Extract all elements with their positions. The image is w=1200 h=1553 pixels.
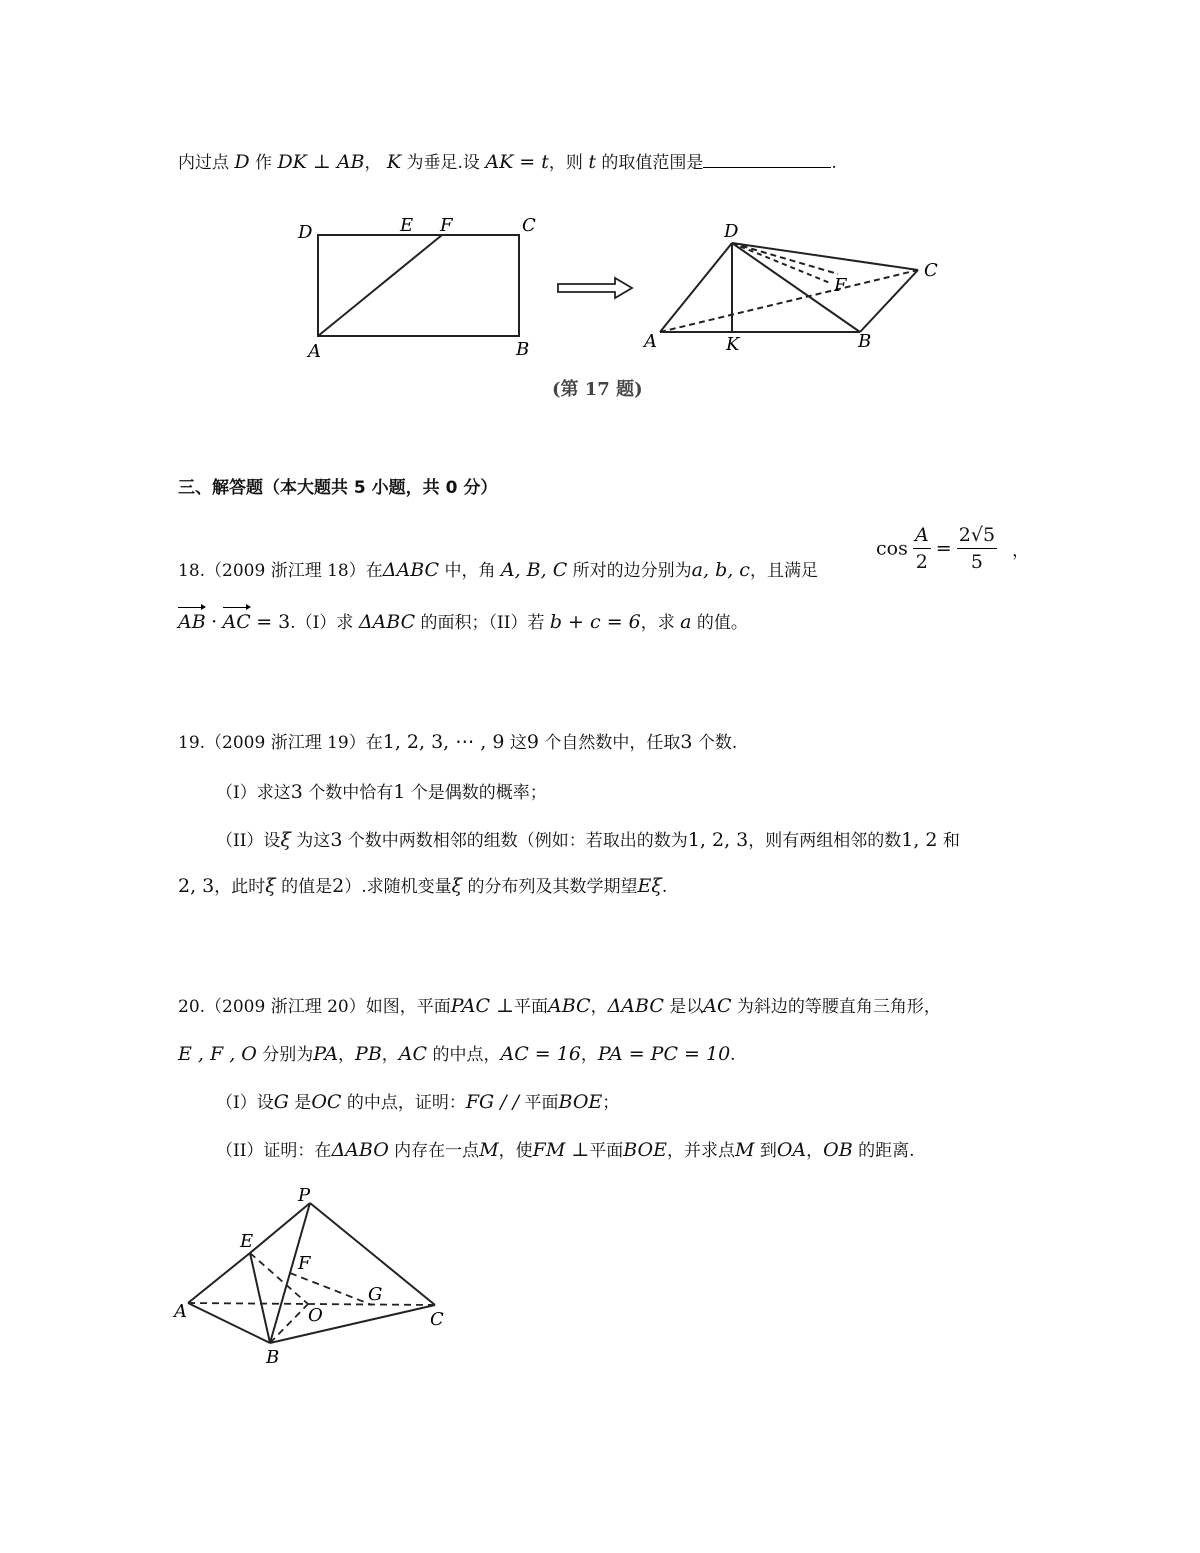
math-seq: 1, 2, 3, ⋯ , 9 [382, 731, 505, 753]
transform-arrow-icon [558, 278, 632, 298]
q18-line-1 [178, 558, 818, 583]
fig20-label-A: A [174, 1301, 187, 1322]
vector-ab: AB [178, 611, 206, 633]
math-ac: AC [703, 995, 732, 1017]
q18-text: 的面积；（II）若 [415, 613, 545, 633]
math-sides: a, b, c [691, 559, 750, 581]
q20-line-2 [178, 1042, 736, 1067]
q18-text: ， [1012, 541, 1030, 561]
q19-text: 个自然数中，任取 [538, 733, 681, 753]
math-9: 9 [526, 731, 539, 753]
q19-text: . [661, 877, 668, 897]
q20-text: 的中点，证明： [341, 1093, 466, 1113]
q17-text: 的取值范围是 [601, 153, 704, 173]
q17-text: 为垂足.设 [406, 153, 480, 173]
fraction-2sqrt5-over-5 [957, 522, 997, 575]
fig20-label-C: C [430, 1309, 444, 1330]
math-equals: = [935, 537, 952, 560]
fig17-label-F: F [440, 215, 453, 236]
fig17r-label-K: K [726, 334, 740, 355]
q19-line-2 [216, 780, 547, 805]
q20-text: 是以 [663, 997, 704, 1017]
q20-line-4 [216, 1138, 915, 1163]
fig17r-label-F: F [834, 275, 847, 296]
math-expectation: Eξ [637, 875, 662, 897]
q20-text: ，并求点 [666, 1141, 735, 1161]
math-oa: OA [776, 1139, 807, 1161]
q19-text: ，则有两组相邻的数 [748, 831, 902, 851]
fig20-label-B: B [266, 1347, 280, 1368]
q19-text: ）.求随机变量 [344, 877, 452, 897]
fig20-label-E: E [240, 1231, 254, 1252]
q20-text: ， [381, 1045, 399, 1065]
fig17r-label-D: D [724, 221, 739, 242]
figure-20 [170, 1185, 470, 1375]
q18-text: 中，角 [439, 561, 496, 581]
math-triangle-abc: ΔABC [382, 559, 440, 581]
answer-blank[interactable] [703, 151, 831, 168]
q20-text: 到 [754, 1141, 777, 1161]
fig17-label-B: B [516, 339, 530, 360]
fig17-line-af [318, 235, 442, 336]
fig20-label-F: F [298, 1253, 311, 1274]
q18-text: ，且满足 [749, 561, 818, 581]
math-eq-3: = 3 [256, 611, 291, 633]
math-b-plus-c: b + c = 6 [549, 611, 641, 633]
math-dk-perp-ab: DK ⊥ AB [277, 151, 365, 173]
q19-line-3 [216, 828, 960, 853]
q19-text: 19.（2009 浙江理 19）在 [178, 733, 383, 753]
math-pb: PB [355, 1043, 382, 1065]
q20-text: （I）设 [216, 1093, 274, 1113]
q18-line-2 [178, 610, 748, 635]
math-123: 1, 2, 3 [687, 829, 749, 851]
math-triangle-abo: ΔABO [331, 1139, 389, 1161]
q20-text: ； [602, 1093, 620, 1113]
frac-den: 2 [915, 551, 928, 573]
fraction-a-over-2 [913, 522, 931, 575]
math-g: G [273, 1091, 289, 1113]
frac-num: A [913, 522, 931, 549]
q20-text: ， [338, 1045, 356, 1065]
math-a: a [680, 611, 692, 633]
fig20-label-G: G [368, 1284, 383, 1305]
math-pa: PA [313, 1043, 339, 1065]
q20-text: 为斜边的等腰直角三角形， [731, 997, 941, 1017]
q19-text: 个数中两数相邻的组数（例如：若取出的数为 [342, 831, 688, 851]
q20-text: 的中点， [427, 1045, 501, 1065]
math-m: M [479, 1139, 499, 1161]
q19-text: 和 [937, 831, 960, 851]
fig17-label-D: D [298, 222, 313, 243]
q20-text: 的距离. [852, 1141, 915, 1161]
q20-text: 20.（2009 浙江理 20）如图，平面 [178, 997, 451, 1017]
math-boe: BOE [623, 1139, 667, 1161]
math-angles: A, B, C [500, 559, 568, 581]
q20-line-1 [178, 994, 941, 1019]
math-3: 3 [330, 829, 343, 851]
q18-cos-formula [876, 522, 1029, 575]
math-2: 2 [332, 875, 345, 897]
math-fm-perp: FM ⊥ [532, 1139, 590, 1161]
fig17-rectangle [318, 235, 519, 336]
math-ac: AC [398, 1043, 428, 1065]
math-boe: BOE [558, 1091, 603, 1113]
fig17-label-E: E [400, 215, 414, 236]
math-xi: ξ [280, 829, 291, 851]
q18-text: 的值。 [691, 613, 748, 633]
frac-num: 2√5 [957, 522, 997, 549]
fig17-caption: (第 17 题) [552, 379, 643, 400]
math-3: 3 [680, 731, 693, 753]
q17-text: . [831, 153, 837, 173]
fig17-label-C: C [522, 215, 536, 236]
q19-line-4 [178, 874, 667, 899]
q17-text-line [178, 150, 837, 175]
figure-17 [290, 205, 970, 425]
q20-text: ， [806, 1141, 824, 1161]
math-perp: ⊥ [490, 995, 514, 1017]
frac-den: 5 [970, 551, 983, 573]
q17-text: 内过点 [178, 153, 229, 173]
math-xi: ξ [451, 875, 463, 897]
q19-text: 为这 [290, 831, 331, 851]
math-pa-pc-10: PA = PC = 10 [597, 1043, 731, 1065]
math-12: 1, 2 [901, 829, 938, 851]
q20-text: 平面 [513, 997, 548, 1017]
q20-text: ，使 [498, 1141, 533, 1161]
q19-text: 的分布列及其数学期望 [462, 877, 638, 897]
q17-text: ，则 [548, 153, 583, 173]
math-t: t [588, 151, 596, 173]
q20-text: ， [580, 1045, 598, 1065]
q18-text: .（I）求 [290, 613, 354, 633]
fig17r-label-B: B [858, 331, 872, 352]
math-cos: cos [876, 537, 908, 560]
q19-text: ，此时 [214, 877, 266, 897]
math-efo: E , F , O [178, 1043, 257, 1065]
math-ak-eq-t: AK = t [485, 151, 549, 173]
math-triangle-abc: ΔABC [607, 995, 664, 1017]
math-3: 3 [290, 781, 303, 803]
math-23: 2, 3 [178, 875, 215, 897]
fig20-label-P: P [298, 1185, 311, 1206]
q18-text: 所对的边分别为 [572, 561, 692, 581]
math-xi: ξ [265, 875, 276, 897]
math-oc: OC [311, 1091, 342, 1113]
q19-text: 个数中恰有 [302, 783, 394, 803]
q19-text: （I）求这 [216, 783, 291, 803]
fig17-folded-figure [660, 243, 918, 332]
math-ob: OB [823, 1139, 853, 1161]
vector-ac: AC [222, 611, 251, 633]
q20-text: . [730, 1045, 736, 1065]
fig20-dashed-edges [188, 1253, 435, 1343]
math-fg-parallel: FG / / [465, 1091, 520, 1113]
section-heading: 三、解答题（本大题共 5 小题，共 0 分） [178, 478, 498, 498]
q19-text: （II）设 [216, 831, 281, 851]
q18-text: ，求 [640, 613, 675, 633]
q19-line-1 [178, 730, 737, 755]
math-abc: ABC [547, 995, 591, 1017]
math-triangle-abc: ΔABC [358, 611, 416, 633]
q20-text: （II）证明：在 [216, 1141, 332, 1161]
q17-text: 作 [255, 153, 273, 173]
q19-text: 个是偶数的概率； [405, 783, 547, 803]
fig20-label-O: O [308, 1305, 323, 1326]
q20-text: 分别为 [256, 1045, 314, 1065]
math-K: K [386, 151, 402, 173]
q20-line-3 [216, 1090, 619, 1115]
math-ac-16: AC = 16 [500, 1043, 581, 1065]
q20-text: ， [590, 997, 608, 1017]
math-m: M [734, 1139, 755, 1161]
math-1: 1 [393, 781, 406, 803]
math-pac: PAC [450, 995, 491, 1017]
fig17r-label-A: A [644, 331, 657, 352]
q20-text: 内存在一点 [388, 1141, 480, 1161]
q20-text: 是 [288, 1093, 312, 1113]
math-dot: · [211, 611, 218, 633]
q19-text: 的值是 [275, 877, 333, 897]
fig17r-label-C: C [924, 260, 938, 281]
q20-text: 平面 [519, 1093, 559, 1113]
q19-text: 这 [504, 733, 527, 753]
q20-text: 平面 [589, 1141, 624, 1161]
q19-text: 个数. [692, 733, 738, 753]
q18-text: 18.（2009 浙江理 18）在 [178, 561, 383, 581]
math-D: D [234, 151, 250, 173]
fig17-label-A: A [308, 341, 321, 362]
q17-text: ， [364, 153, 382, 173]
